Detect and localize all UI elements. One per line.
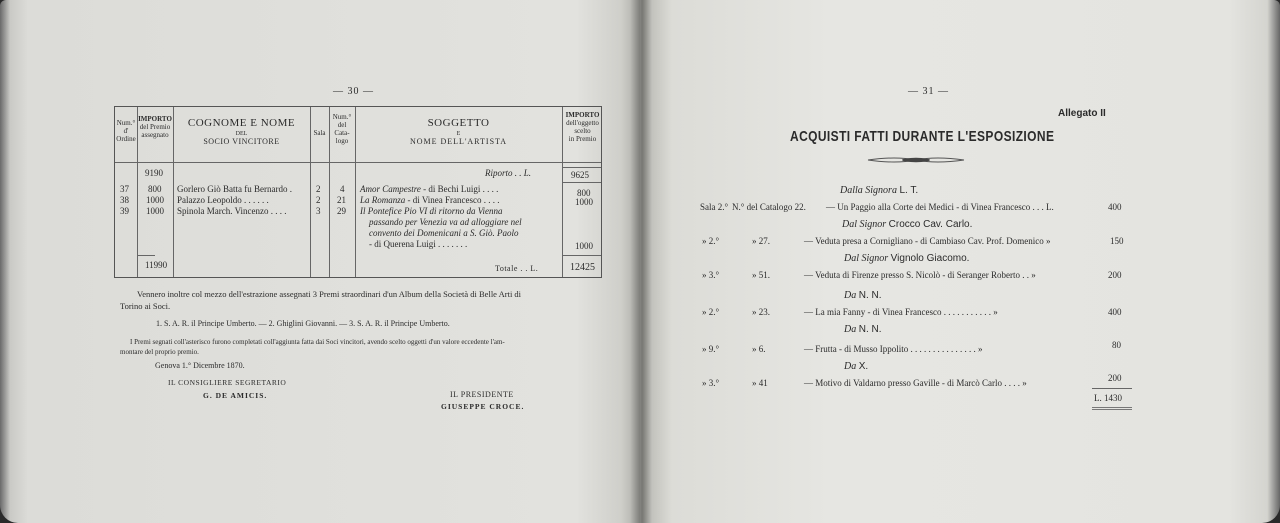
grand-total: L. 1430 bbox=[1094, 393, 1122, 403]
entry-catalog: N.° del Catalogo 22. bbox=[732, 202, 806, 212]
entry-description: — Un Paggio alla Corte dei Medici - di Vinea Francesco . . . L. bbox=[826, 202, 1054, 212]
total-rule bbox=[1092, 388, 1132, 389]
row-valore: 1000 bbox=[575, 197, 593, 207]
entry-sala: » 2.° bbox=[702, 236, 720, 246]
row-catalogo: 29 bbox=[337, 206, 346, 216]
total-double-rule bbox=[1092, 407, 1132, 408]
row-ordine: 37 bbox=[120, 184, 129, 194]
entry-description: — Motivo di Valdarno presso Gaville - di Marcò Carlo . . . . » bbox=[804, 378, 1027, 388]
riporto-label: Riporto . . L. bbox=[485, 168, 532, 178]
row-soggetto: Amor Campestre - di Bechi Luigi . . . . bbox=[360, 184, 499, 194]
row-catalogo: 21 bbox=[337, 195, 346, 205]
page-number-31: — 31 — bbox=[908, 86, 949, 97]
row-soggetto-line: Il Pontefice Pio VI di ritorno da Vienna bbox=[360, 206, 503, 216]
note-asterisk-line: I Premi segnati coll'asterisco furono completati coll'aggiunta fatta dai Soci vincitori, avendo scelto oggetti d'un valore eccedente l'am- bbox=[130, 338, 505, 346]
entry-catalog: » 41 bbox=[752, 378, 768, 388]
row-soggetto: La Romanza - di Vinea Francesco . . . . bbox=[360, 195, 500, 205]
president-name: GIUSEPPE CROCE. bbox=[441, 402, 525, 411]
page-number-30: — 30 — bbox=[333, 86, 374, 97]
riporto-oggetto: 9625 bbox=[571, 170, 589, 180]
header-importo-oggetto: IMPORTO dell'oggetto scelto in Premio bbox=[565, 111, 600, 143]
note-album-line: Vennero inoltre col mezzo dell'estrazione assegnati 3 Premi straordinari d'un Album della Società di Belle Arti di bbox=[137, 289, 522, 299]
row-artista: - di Querena Luigi . . . . . . . bbox=[369, 239, 468, 249]
entry-price: 200 bbox=[1108, 373, 1122, 383]
row-soggetto-line: passando per Venezia va ad alloggiare nel bbox=[369, 217, 522, 227]
entry-description: — Veduta presa a Cornigliano - di Cambiaso Cav. Prof. Domenico » bbox=[804, 236, 1051, 246]
header-cognome-nome: COGNOME E NOME DEL SOCIO VINCITORE bbox=[187, 117, 296, 146]
row-soggetto-line: convento dei Domenicani a S. Giò. Paolo bbox=[369, 228, 519, 238]
header-num-ordine: Num.° d' Ordine bbox=[116, 119, 136, 143]
subtotal-rule bbox=[137, 255, 155, 256]
entry-price: 80 bbox=[1112, 340, 1121, 350]
riporto-rule bbox=[562, 182, 601, 183]
entry-sala: Sala 2.° bbox=[700, 202, 729, 212]
right-page bbox=[640, 0, 1280, 523]
entry-price: 200 bbox=[1108, 270, 1122, 280]
totale-label: Totale . . L. bbox=[495, 264, 539, 273]
allegato-label: Allegato II bbox=[1058, 108, 1106, 119]
row-sala: 2 bbox=[316, 184, 321, 194]
donor-line: Dal Signor Crocco Cav. Carlo. bbox=[842, 219, 973, 230]
book-gutter bbox=[630, 0, 652, 523]
entry-sala: » 3.° bbox=[702, 270, 720, 280]
note-album-line: Torino ai Soci. bbox=[120, 301, 171, 311]
entry-sala: » 9.° bbox=[702, 344, 720, 354]
row-ordine: 38 bbox=[120, 195, 129, 205]
row-valore: 1000 bbox=[575, 241, 593, 251]
entry-description: — La mia Fanny - di Vinea Francesco . . . . . . . . . . . » bbox=[804, 307, 998, 317]
entry-catalog: » 23. bbox=[752, 307, 770, 317]
entry-description: — Frutta - di Musso Ippolito . . . . . . . . . . . . . . . » bbox=[804, 344, 983, 354]
page-title: ACQUISTI FATTI DURANTE L'ESPOSIZIONE bbox=[790, 128, 1055, 145]
header-soggetto: SOGGETTO E NOME DELL'ARTISTA bbox=[409, 117, 508, 146]
row-importo: 1000 bbox=[146, 195, 164, 205]
ornament-divider bbox=[866, 153, 966, 167]
row-catalogo: 4 bbox=[340, 184, 345, 194]
note-winners: 1. S. A. R. il Principe Umberto. — 2. Ghiglini Giovanni. — 3. S. A. R. il Principe Umberto. bbox=[156, 319, 450, 328]
donor-line: Da N. N. bbox=[844, 290, 882, 301]
header-rule bbox=[115, 162, 601, 163]
riporto-importo: 9190 bbox=[145, 168, 163, 178]
total-double-rule bbox=[1092, 409, 1132, 410]
donor-line: Da N. N. bbox=[844, 324, 882, 335]
donor-line: Da X. bbox=[844, 361, 869, 372]
donor-line: Dalla Signora L. T. bbox=[840, 185, 919, 196]
header-sala: Sala bbox=[313, 129, 326, 137]
row-nome: Spinola March. Vincenzo . . . . bbox=[177, 206, 287, 216]
entry-sala: » 2.° bbox=[702, 307, 720, 317]
subtotal-rule bbox=[562, 255, 601, 256]
entry-description: — Veduta di Firenze presso S. Nicolò - di Seranger Roberto . . » bbox=[804, 270, 1036, 280]
header-num-catalogo: Num.° del Cata- logo bbox=[332, 113, 352, 145]
riporto-rule bbox=[562, 167, 601, 168]
row-importo: 800 bbox=[148, 184, 162, 194]
entry-catalog: » 6. bbox=[752, 344, 766, 354]
entry-price: 400 bbox=[1108, 307, 1122, 317]
secretary-name: G. DE AMICIS. bbox=[203, 391, 268, 400]
row-sala: 2 bbox=[316, 195, 321, 205]
note-asterisk-line: montare del proprio premio. bbox=[120, 348, 199, 356]
entry-catalog: » 27. bbox=[752, 236, 770, 246]
prize-table bbox=[114, 106, 602, 278]
row-importo: 1000 bbox=[146, 206, 164, 216]
totale-oggetto: 12425 bbox=[570, 262, 595, 273]
entry-catalog: » 51. bbox=[752, 270, 770, 280]
entry-sala: » 3.° bbox=[702, 378, 720, 388]
totale-importo: 11990 bbox=[145, 260, 168, 270]
row-nome: Gorlero Giò Batta fu Bernardo . bbox=[177, 184, 292, 194]
row-valore: 800 bbox=[577, 188, 591, 198]
entry-price: 150 bbox=[1110, 236, 1124, 246]
donor-line: Dal Signor Vignolo Giacomo. bbox=[844, 253, 970, 264]
row-sala: 3 bbox=[316, 206, 321, 216]
entry-price: 400 bbox=[1108, 202, 1122, 212]
row-nome: Palazzo Leopoldo . . . . . . bbox=[177, 195, 269, 205]
header-importo: IMPORTO del Premio assegnato bbox=[138, 115, 172, 139]
president-title: IL PRESIDENTE bbox=[450, 390, 514, 399]
secretary-title: IL CONSIGLIERE SEGRETARIO bbox=[168, 378, 287, 387]
row-ordine: 39 bbox=[120, 206, 129, 216]
date-line: Genova 1.° Dicembre 1870. bbox=[155, 361, 245, 370]
